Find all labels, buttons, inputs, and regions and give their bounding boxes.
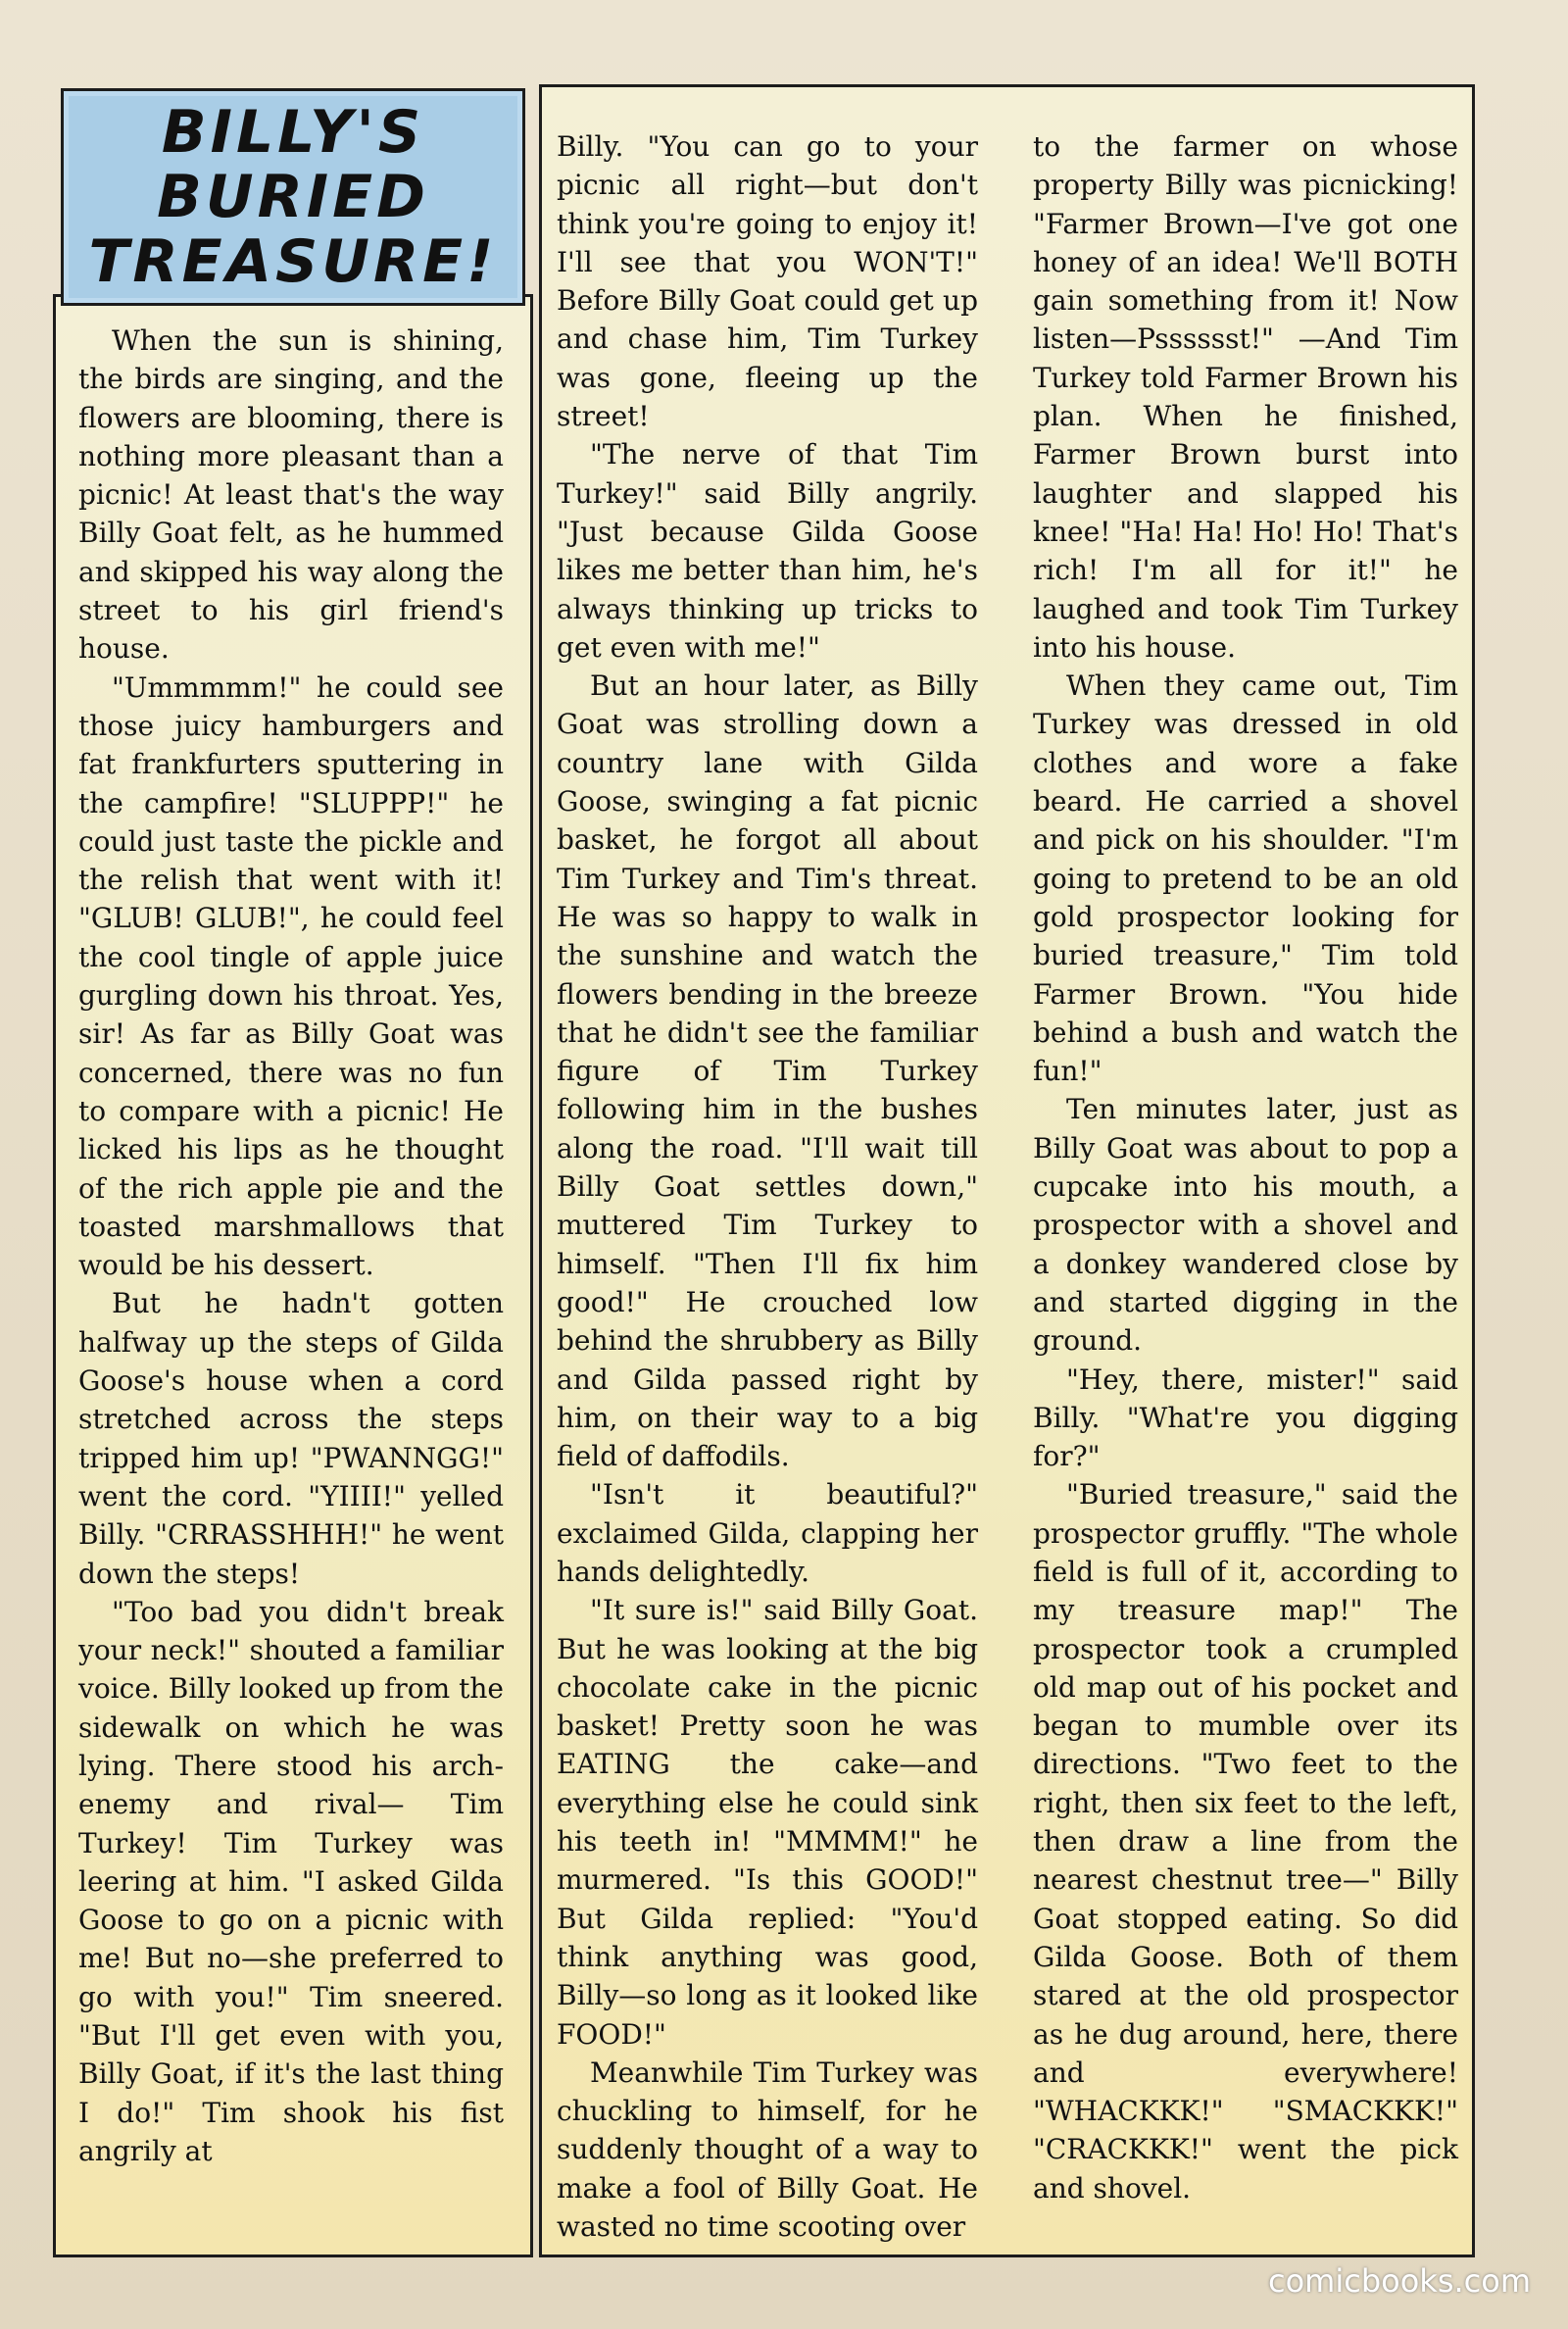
paragraph: When the sun is shining, the birds are singing, and the flowers are blooming, there is nothing more pleasant than a picnic! At least that's the way Billy Goat felt, as he hummed and skipped his way along the street to his girl friend's house.	[78, 324, 504, 666]
text-column-2	[557, 127, 978, 2246]
paragraph: But an hour later, as Billy Goat was strolling down a country lane with Gilda Goose, swinging a fat picnic basket, he forgot all about Tim Turkey and Tim's threat. He was so happy to walk in the sunshine and watch the flowers bending in the breeze that he didn't see the familiar figure of Tim Turkey following him in the bushes along the road. "I'll wait till Billy Goat settles down," muttered Tim Turkey to himself. "Then I'll fix him good!" He crouched low behind the shrubbery as Billy and Gilda passed right by him, on their way to a big field of daffodils.	[557, 669, 978, 1473]
paragraph: But he hadn't gotten halfway up the steps of Gilda Goose's house when a cord stretched across the steps tripped him up! "PWANNGG!" went the cord. "YIIII!" yelled Billy. "CRRASSHHH!" he went down the steps!	[78, 1287, 504, 1590]
paragraph: to the farmer on whose property Billy was picnicking! "Farmer Brown—I've got one honey of an idea! We'll BOTH gain something from it! Now listen—Psssssst!" —And Tim Turkey told Farmer Brown his plan. When he finished, Farmer Brown burst into laughter and slapped his knee! "Ha! Ha! Ho! Ho! That's rich! I'm all for it!" he laughed and took Tim Turkey into his house.	[1033, 130, 1458, 664]
paragraph: "Buried treasure," said the prospector gruffly. "The whole field is full of it, according to my treasure map!" The prospector took a crumpled old map out of his pocket and began to mumble over its directions. "Two feet to the right, then six feet to the left, then draw a line from the nearest chestnut tree—" Billy Goat stopped eating. So did Gilda Goose. Both of them stared at the old prospector as he dug around, here, there and everywhere! "WHACKKK!" "SMACKKK!" "CRACKKK!" went the pick and shovel.	[1033, 1478, 1458, 2205]
title-line-2: BURIED	[157, 163, 429, 231]
story-title-box	[61, 88, 525, 306]
text-column-3	[1033, 127, 1458, 2207]
title-line-3: TREASURE!	[88, 227, 498, 296]
title-line-1: BILLY'S	[161, 98, 425, 167]
text-column-1	[78, 322, 504, 2170]
paragraph: Ten minutes later, just as Billy Goat was about to pop a cupcake into his mouth, a prospector with a shovel and a donkey wandered close by and started digging in the ground.	[1033, 1093, 1458, 1358]
paragraph: "Ummmmm!" he could see those juicy hamburgers and fat frankfurters sputtering in the campfire! "SLUPPP!" he could just taste the pickle and the relish that went with it! "GLUB! GLUB!", he could feel the cool tingle of apple juice gurgling down his throat. Yes, sir! As far as Billy Goat was concerned, there was no fun to compare with a picnic! He licked his lips as he thought of the rich apple pie and the toasted marshmallows that would be his dessert.	[78, 670, 504, 1282]
paragraph: "Too bad you didn't break your neck!" shouted a familiar voice. Billy looked up from the sidewalk on which he was lying. There stood his arch-enemy and rival— Tim Turkey! Tim Turkey was leering at him. "I asked Gilda Goose to go on a picnic with me! But no—she preferred to go with you!" Tim sneered. "But I'll get even with you, Billy Goat, if it's the last thing I do!" Tim shook his fist angrily at	[78, 1595, 504, 2167]
paragraph: Meanwhile Tim Turkey was chuckling to himself, for he suddenly thought of a way to make a fool of Billy Goat. He wasted no time scooting over	[557, 2056, 978, 2244]
paragraph: "Isn't it beautiful?" exclaimed Gilda, clapping her hands delightedly.	[557, 1478, 978, 1588]
paragraph: When they came out, Tim Turkey was dressed in old clothes and wore a fake beard. He carried a shovel and pick on his shoulder. "I'm going to pretend to be an old gold prospector looking for buried treasure," Tim told Farmer Brown. "You hide behind a bush and watch the fun!"	[1033, 669, 1458, 1088]
paragraph: "It sure is!" said Billy Goat. But he was looking at the big chocolate cake in the picnic basket! Pretty soon he was EATING the cake—and everything else he could sink his teeth in! "MMMM!" he murmered. "Is this GOOD!" But Gilda replied: "You'd think anything was good, Billy—so long as it looked like FOOD!"	[557, 1594, 978, 2051]
paragraph: "Hey, there, mister!" said Billy. "What're you digging for?"	[1033, 1363, 1458, 1473]
paragraph: "The nerve of that Tim Turkey!" said Billy angrily. "Just because Gilda Goose likes me better than him, he's always thinking up tricks to get even with me!"	[557, 438, 978, 664]
paragraph: Billy. "You can go to your picnic all right—but don't think you're going to enjoy it! I'll see that you WON'T!" Before Billy Goat could get up and chase him, Tim Turkey was gone, fleeing up the street!	[557, 130, 978, 433]
watermark: comicbooks.com	[1267, 2262, 1531, 2300]
